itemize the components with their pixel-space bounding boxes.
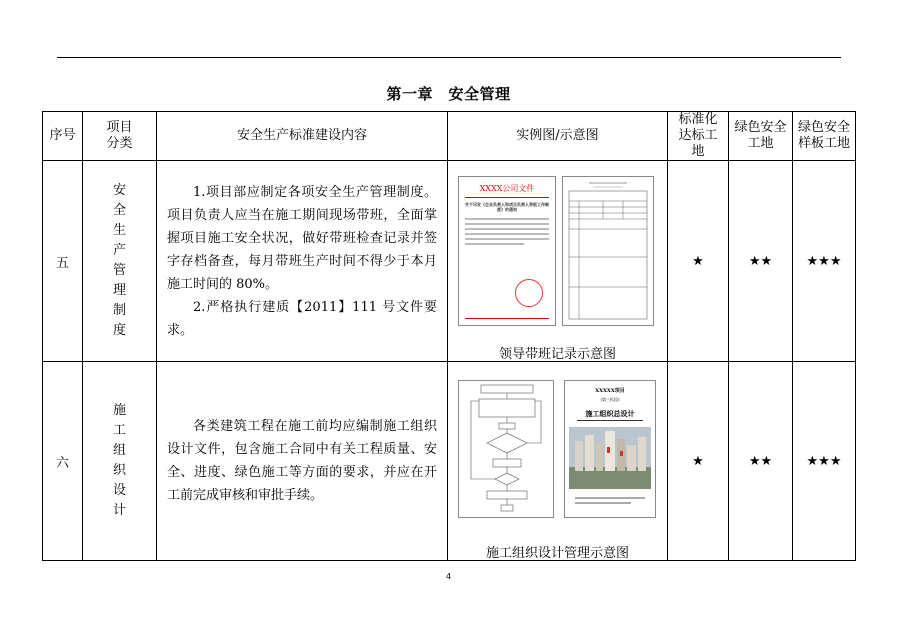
duty-record-form-image	[562, 176, 654, 326]
row-category: 施工组织设计	[83, 362, 157, 561]
table-row	[43, 362, 856, 561]
model-rating: ★★★	[793, 362, 856, 561]
std-rating: ★	[668, 362, 729, 561]
design-cover-image: XXXXX项目 (第三标段) 施工组织总设计	[564, 380, 656, 518]
building-photo-icon	[565, 427, 655, 489]
chapter-title: 第一章 安全管理	[386, 85, 511, 103]
header-model: 绿色安全样板工地	[793, 112, 856, 161]
header-rule	[57, 57, 841, 58]
standards-table	[42, 111, 856, 561]
header-row	[43, 112, 856, 161]
example-caption: 领导带班记录示意图	[498, 347, 616, 362]
green-rating: ★★	[729, 161, 793, 362]
row-seq: 五	[43, 161, 83, 362]
std-rating: ★	[668, 161, 729, 362]
flowchart-image	[458, 380, 554, 518]
red-seal-icon	[515, 279, 543, 307]
header-category: 项目分类	[83, 112, 157, 161]
example-caption: 施工组织设计管理示意图	[485, 546, 629, 561]
example-cell	[448, 161, 668, 362]
flowchart-icon	[459, 381, 553, 517]
header-seq: 序号	[43, 112, 83, 161]
content-paragraph: 2.严格执行建质【2011】111 号文件要求。	[167, 299, 437, 338]
row-category: 安全生产管理制度	[83, 161, 157, 362]
row-content	[157, 161, 448, 362]
header-green: 绿色安全工地	[729, 112, 793, 161]
company-document-image: XXXX公司文件 关于印发《企业负责人和项目负责人带班工作制度》的通知	[458, 176, 556, 326]
content-paragraph: 各类建筑工程在施工前均应编制施工组织设计文件，包含施工合同中有关工程质量、安全、进度、绿色施工等方面的要求，并应在开工前完成审核和审批手续。	[167, 419, 437, 503]
header-example: 实例图/示意图	[448, 112, 668, 161]
header-std: 标准化达标工地	[668, 112, 729, 161]
green-rating: ★★	[729, 362, 793, 561]
model-rating: ★★★	[793, 161, 856, 362]
row-content	[157, 362, 448, 561]
header-content: 安全生产标准建设内容	[157, 112, 448, 161]
row-seq: 六	[43, 362, 83, 561]
page-number: 4	[445, 572, 452, 581]
table-row	[43, 161, 856, 362]
content-paragraph: 1.项目部应制定各项安全生产管理制度。项目负责人应当在施工期间现场带班，全面掌握项目施工安全状况，做好带班检查记录并签字存档备查，每月带班生产时间不得少于本月施工时间的 80%。	[167, 184, 437, 292]
example-cell	[448, 362, 668, 561]
record-grid-icon	[563, 177, 653, 325]
